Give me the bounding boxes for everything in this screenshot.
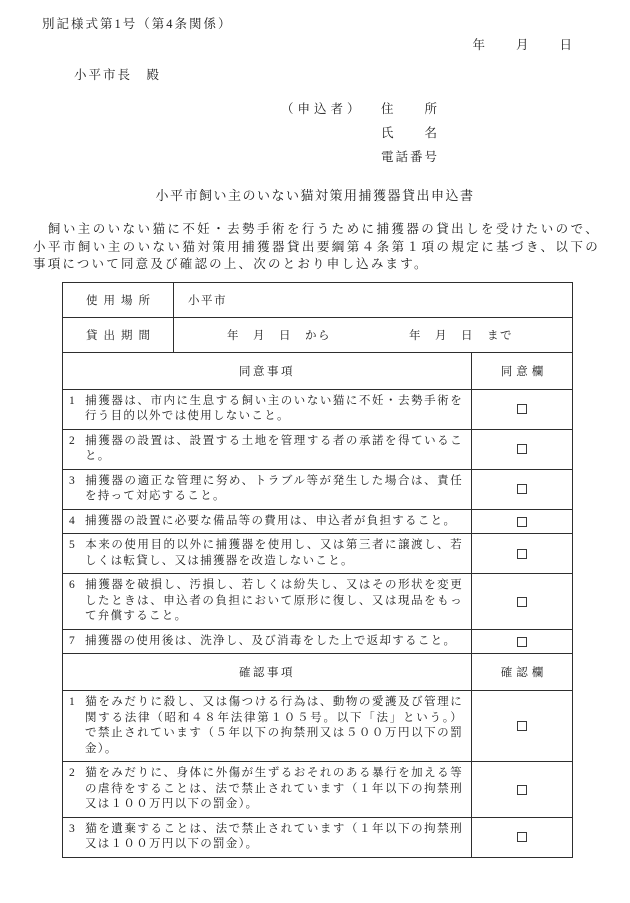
agreement-item-text-6: [63, 574, 472, 630]
applicant-phone-label: 電話番号: [381, 150, 440, 164]
item-body: 猫をみだりに殺し、又は傷つける行為は、動物の愛護及び管理に関する法律（昭和４８年法律第１０５号。以下「法」という。）で禁止されています（５年以下の拘禁刑又は５００万円以下の罰金）。: [85, 696, 463, 755]
agreement-item-text-5: [63, 534, 472, 574]
agreement-item-row-3: [63, 469, 573, 509]
agreement-item-row-4: [63, 509, 573, 534]
item-body: 捕獲器の使用後は、洗浄し、及び消毒をした上で返却すること。: [85, 634, 457, 647]
item-body: 猫をみだりに、身体に外傷が生ずるおそれのある暴行を加える等の虐待をすることは、法で禁止されています（１年以下の拘禁刑又は１００万円以下の罰金）。: [85, 767, 463, 810]
lending-period-label: 貸出期間: [63, 317, 174, 352]
form-number: 別記様式第1号（第4条関係）: [42, 17, 233, 31]
confirmation-checkbox-3[interactable]: [517, 832, 527, 842]
agreement-checkbox-6[interactable]: [517, 597, 527, 607]
agreement-item-row-1: [63, 389, 573, 429]
applicant-phone-row: [281, 145, 630, 169]
agreement-item-text-7: [63, 629, 472, 654]
item-number: 2: [69, 434, 77, 447]
agreement-check-cell-6: [472, 574, 573, 630]
usage-place-row: [63, 282, 573, 317]
agreement-checkbox-2[interactable]: [517, 444, 527, 454]
applicant-label: （申込者）: [281, 102, 364, 116]
usage-place-label: 使用場所: [63, 282, 174, 317]
item-body: 捕獲器の適正な管理に努め、トラブル等が発生した場合は、責任を持って対応すること。: [85, 474, 463, 502]
usage-place-value: 小平市: [174, 282, 573, 317]
item-number: 5: [69, 539, 77, 551]
agreement-checkbox-3[interactable]: [517, 484, 527, 494]
agreement-check-cell-4: [472, 509, 573, 534]
item-number: 3: [69, 474, 77, 487]
agreement-check-cell-2: [472, 429, 573, 469]
item-number: 3: [69, 822, 77, 835]
agreement-item-text-3: [63, 469, 472, 509]
agreement-checkbox-1[interactable]: [517, 404, 527, 414]
agreement-item-row-7: [63, 629, 573, 654]
agreement-check-cell-1: [472, 389, 573, 429]
item-number: 7: [69, 634, 77, 647]
agreement-checkbox-5[interactable]: [517, 549, 527, 559]
item-number: 6: [69, 579, 77, 591]
agreement-header-row: [63, 352, 573, 389]
item-body: 捕獲器は、市内に生息する飼い主のいない猫に不妊・去勢手術を行う目的以外では使用しないこと。: [85, 394, 463, 422]
agreement-checkbox-4[interactable]: [517, 517, 527, 527]
lending-period-row: [63, 317, 573, 352]
agreement-item-text-1: [63, 389, 472, 429]
agreement-check-cell-5: [472, 534, 573, 574]
confirmation-checkbox-2[interactable]: [517, 785, 527, 795]
confirmation-item-text-1: [63, 691, 472, 762]
confirmation-item-row-3: [63, 817, 573, 857]
confirmation-item-text-2: [63, 762, 472, 818]
confirmation-header-row: [63, 654, 573, 691]
item-body: 捕獲器の設置に必要な備品等の費用は、申込者が負担すること。: [85, 514, 457, 527]
addressee: 小平市長 殿: [74, 68, 162, 82]
confirmation-check-cell-2: [472, 762, 573, 818]
item-number: 4: [69, 514, 77, 527]
confirmation-item-row-2: [63, 762, 573, 818]
item-number: 1: [69, 696, 77, 708]
applicant-name-label: 氏 名: [381, 126, 440, 140]
confirmation-check-cell-3: [472, 817, 573, 857]
lending-period-value: 年 月 日 から 年 月 日 まで: [174, 317, 573, 352]
agreement-check-cell-7: [472, 629, 573, 654]
confirmation-check-cell-1: [472, 691, 573, 762]
item-body: 本来の使用目的以外に捕獲器を使用し、又は第三者に譲渡し、若しくは転貸し、又は捕獲器を改造しないこと。: [85, 539, 463, 567]
confirmation-item-text-3: [63, 817, 472, 857]
agreement-checkbox-7[interactable]: [517, 637, 527, 647]
confirmation-item-row-1: [63, 691, 573, 762]
agreement-section-header: 同意事項: [63, 352, 472, 389]
item-body: 捕獲器の設置は、設置する土地を管理する者の承諾を得ていること。: [85, 434, 463, 462]
item-number: 1: [69, 394, 77, 407]
agreement-check-cell-3: [472, 469, 573, 509]
applicant-name-row: [281, 121, 630, 145]
date-line: 年 月 日: [472, 38, 574, 52]
applicant-address-label: 住 所: [381, 102, 440, 116]
applicant-address-row: [281, 97, 630, 121]
agreement-item-row-6: [63, 574, 573, 630]
agreement-item-row-5: [63, 534, 573, 574]
confirmation-checkbox-1[interactable]: [517, 721, 527, 731]
document-title: 小平市飼い主のいない猫対策用捕獲器貸出申込書: [155, 188, 475, 203]
agreement-item-row-2: [63, 429, 573, 469]
item-body: 猫を遺棄することは、法で禁止されています（１年以下の拘禁刑又は１００万円以下の罰金）。: [85, 822, 463, 850]
applicant-block: [281, 97, 630, 169]
agreement-item-text-4: [63, 509, 472, 534]
agreement-col-header: 同意欄: [472, 352, 573, 389]
confirmation-col-header: 確認欄: [472, 654, 573, 691]
intro-paragraph: 飼い主のいない猫に不妊・去勢手術を行うために捕獲器の貸出しを受けたいので、小平市飼い主のいない猫対策用捕獲器貸出要綱第４条第１項の規定に基づき、以下の事項について同意及び確認の上、次のとおり申し込みます。: [33, 222, 600, 271]
item-body: 捕獲器を破損し、汚損し、若しくは紛失し、又はその形状を変更したときは、申込者の負担において原形に復し、又は現品をもって弁償すること。: [85, 579, 463, 622]
application-table: [62, 282, 573, 858]
agreement-item-text-2: [63, 429, 472, 469]
confirmation-section-header: 確認事項: [63, 654, 472, 691]
item-number: 2: [69, 767, 77, 779]
